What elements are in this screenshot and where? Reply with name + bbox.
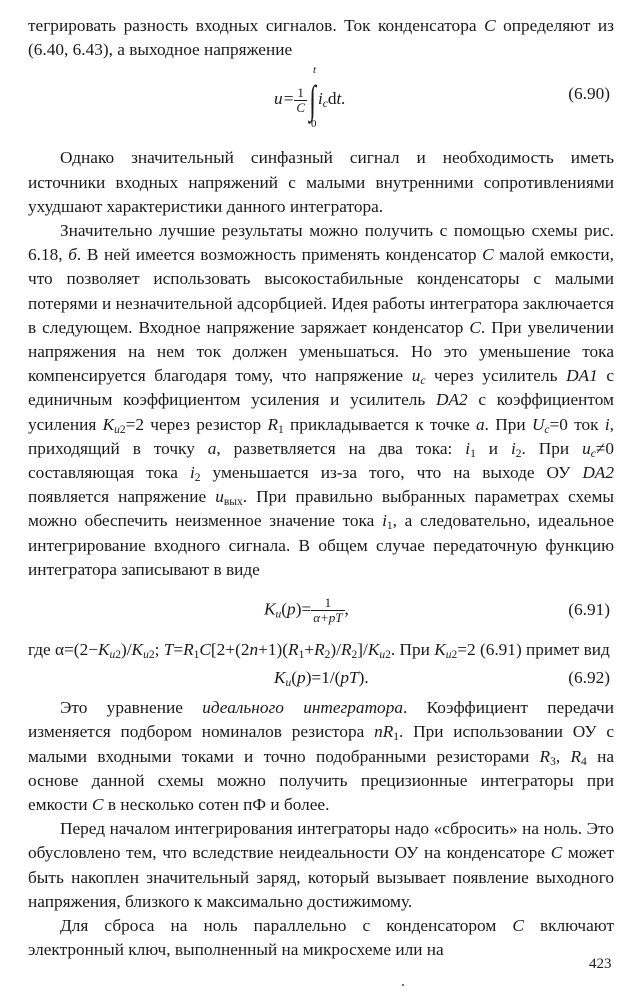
paragraph-4: где $\alpha=(2-K_{u2})/K_{u2}$; $T=R_1C[2+(2n+1)(R_1+R_2)/R_2]/K_{u2}$. При $K_{u2}=2$ (6.91) примет вид (28, 640, 610, 662)
paragraph-7: Для сброса на ноль параллельно с конденсатором C включают электронный ключ, выполненный на микросхеме или на (28, 916, 614, 960)
page-number: 423 (589, 956, 612, 972)
page-body (28, 14, 614, 963)
paragraph-3: Значительно лучшие результаты можно получить с помощью схемы рис. 6.18, б. В ней имеется возможность применять конденсатор C малой емкости, что позволяет использовать высокостабильные конденсаторы с малыми потерями и незначительной адсорбцией. Идея работы интегратора заключается в следующем. Входное напряжение заряжает конденсатор C. При увеличении напряжения на нем ток должен уменьшаться. Но это уменьшение тока компенсируется благодаря тому, что напряжение $u_c$ через усилитель DA1 с единичным коэффициентом усиления и усилитель DA2 с коэффициентом усиления $K_{u2}=2$ через резистор $R_1$ прикладывается к точке a. При $U_c=0$ ток i, приходящий в точку a, разветвляется на два тока: $i_1$ и $i_2$. При $u_c\ne 0$ составляющая тока $i_2$ уменьшается из-за того, что на выходе ОУ DA2 появляется напряжение $u_{вых}$. При правильно выбранных параметрах схемы можно обеспечить неизменное значение тока $i_1$, а следовательно, идеальное интегрирование входного сигнала. В общем случае передаточную функцию интегратора записывают в виде (28, 221, 615, 579)
paragraph-2: Однако значительный синфазный сигнал и необходимость иметь источники входных напряжений с малыми внутренними сопротивлениями ухудшают характеристики данного интегратора. (28, 148, 614, 216)
equation-6-92: $K_u(p)=1/(pT)$. (6.92) (274, 668, 610, 690)
equation-number: (6.91) (568, 600, 610, 620)
paragraph-6: Перед началом интегрирования интеграторы надо «сбросить» на ноль. Это обусловлено тем, что вследствие неидеальности ОУ на конденсаторе C может быть накоплен значительный заряд, который вызывает появление выходного напряжения, близкого к максимально достижимому. (28, 819, 615, 911)
equation-number: (6.92) (568, 668, 610, 688)
paragraph-1: тегрировать разность входных сигналов. Ток конденсатора C определяют из (6.40, 6.43), а выходное напряжение (28, 16, 614, 60)
speck-mark (402, 984, 404, 986)
equation-6-90: u= $\frac{1}{C}$ ∫ $i_cdt$. t 0 (6.90) (274, 64, 610, 131)
equation-6-91: $K_u(p)=$ $\frac{1}{\alpha+pT}$ , (6.91) (264, 595, 610, 626)
paragraph-5: Это уравнение идеального интегратора. Коэффициент передачи изменяется подбором номиналов резистора $nR_1$. При использовании ОУ с малыми входными токами и точно подобранными резисторами $R_3$, $R_4$ на основе данной схемы можно получить прецизионные интеграторы при емкости C в несколько сотен пФ и более. (28, 698, 614, 815)
equation-number: (6.90) (568, 84, 610, 104)
